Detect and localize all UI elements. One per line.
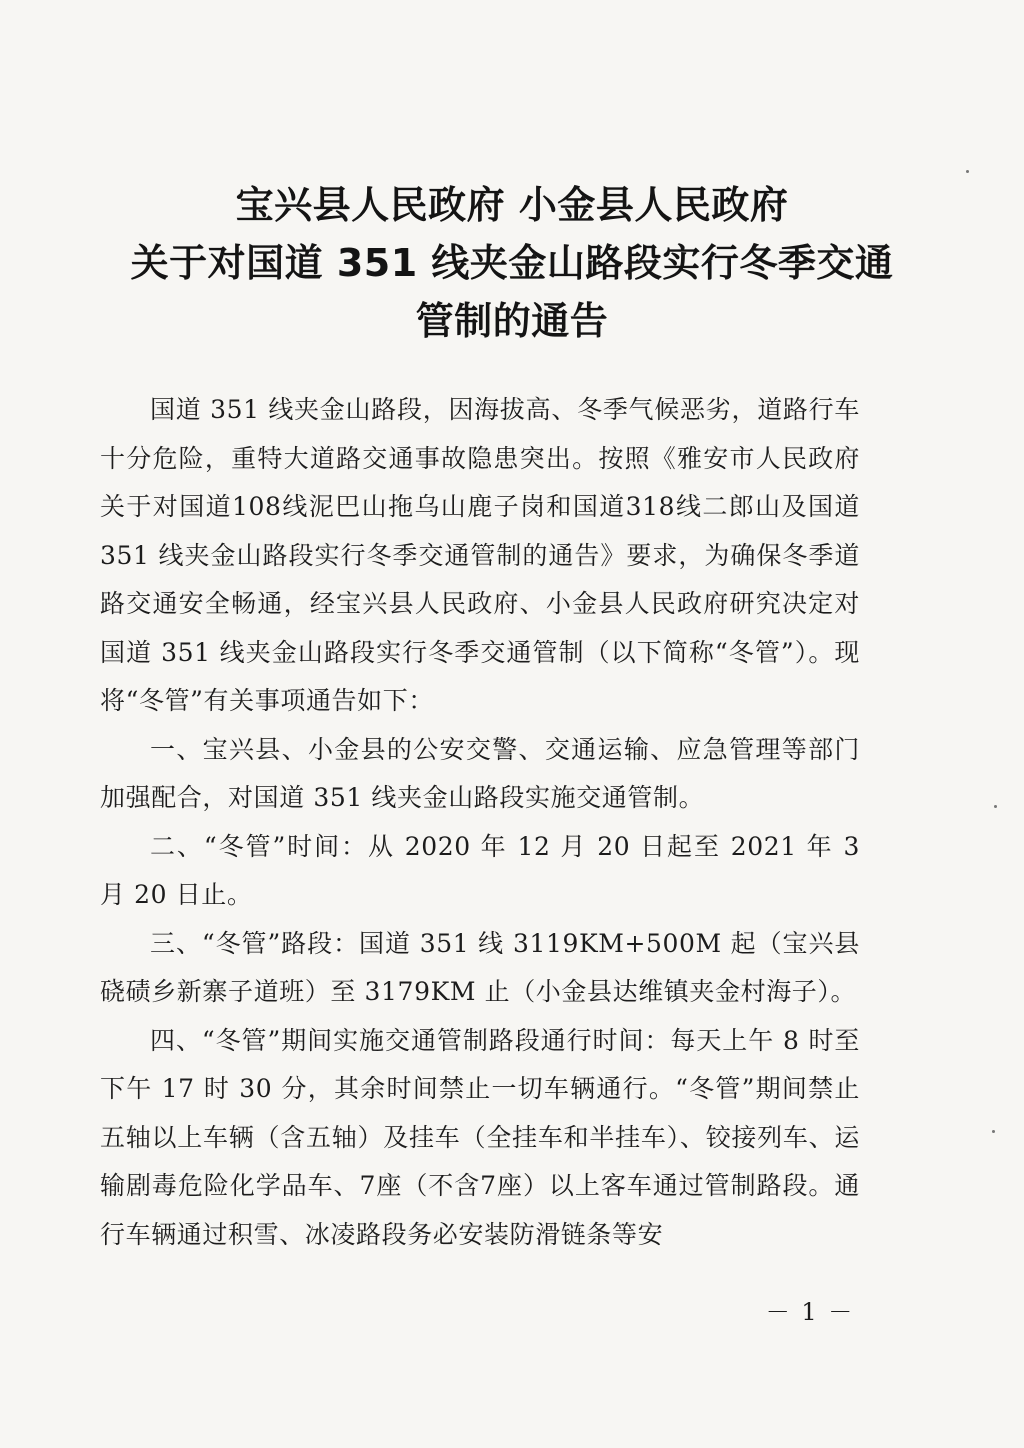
paragraph-item-3: 三、“冬管”路段：国道 351 线 3119KM+500M 起（宝兴县硗碛乡新寨子道班）至 3179KM 止（小金县达维镇夹金村海子）。 bbox=[100, 928, 860, 1006]
scan-speck bbox=[992, 1130, 995, 1133]
paragraph-item-2: 二、“冬管”时间：从 2020 年 12 月 20 日起至 2021 年 3 月 20 日止。 bbox=[100, 831, 860, 909]
title-line-1: 宝兴县人民政府 小金县人民政府 bbox=[235, 183, 789, 227]
page-number: － 1 － bbox=[765, 1298, 855, 1326]
document-body bbox=[100, 386, 860, 1259]
paragraph-intro: 国道 351 线夹金山路段，因海拔高、冬季气候恶劣，道路行车十分危险，重特大道路交通事故隐患突出。按照《雅安市人民政府关于对国道108线泥巴山拖乌山鹿子岗和国道318线二郎山及国道 351 线夹金山路段实行冬季交通管制的通告》要求，为确保冬季道路交通安全畅通，经宝兴县人民政府、小金县人民政府研究决定对国道 351 线夹金山路段实行冬季交通管制（以下简称“冬管”）。现将“冬管”有关事项通告如下： bbox=[100, 395, 860, 715]
scan-speck bbox=[966, 170, 969, 173]
paragraph-item-1: 一、宝兴县、小金县的公安交警、交通运输、应急管理等部门加强配合，对国道 351 线夹金山路段实施交通管制。 bbox=[100, 734, 860, 812]
scan-speck bbox=[994, 805, 997, 808]
paragraph-item-4: 四、“冬管”期间实施交通管制路段通行时间：每天上午 8 时至下午 17 时 30 分，其余时间禁止一切车辆通行。“冬管”期间禁止五轴以上车辆（含五轴）及挂车（全挂车和半挂车）、铰接列车、运输剧毒危险化学品车、7座（不含7座）以上客车通过管制路段。通行车辆通过积雪、冰凌路段务必安装防滑链条等安 bbox=[100, 1025, 860, 1249]
document-title bbox=[80, 176, 944, 350]
title-line-3: 管制的通告 bbox=[415, 299, 609, 343]
title-line-2: 关于对国道 351 线夹金山路段实行冬季交通 bbox=[130, 241, 894, 285]
